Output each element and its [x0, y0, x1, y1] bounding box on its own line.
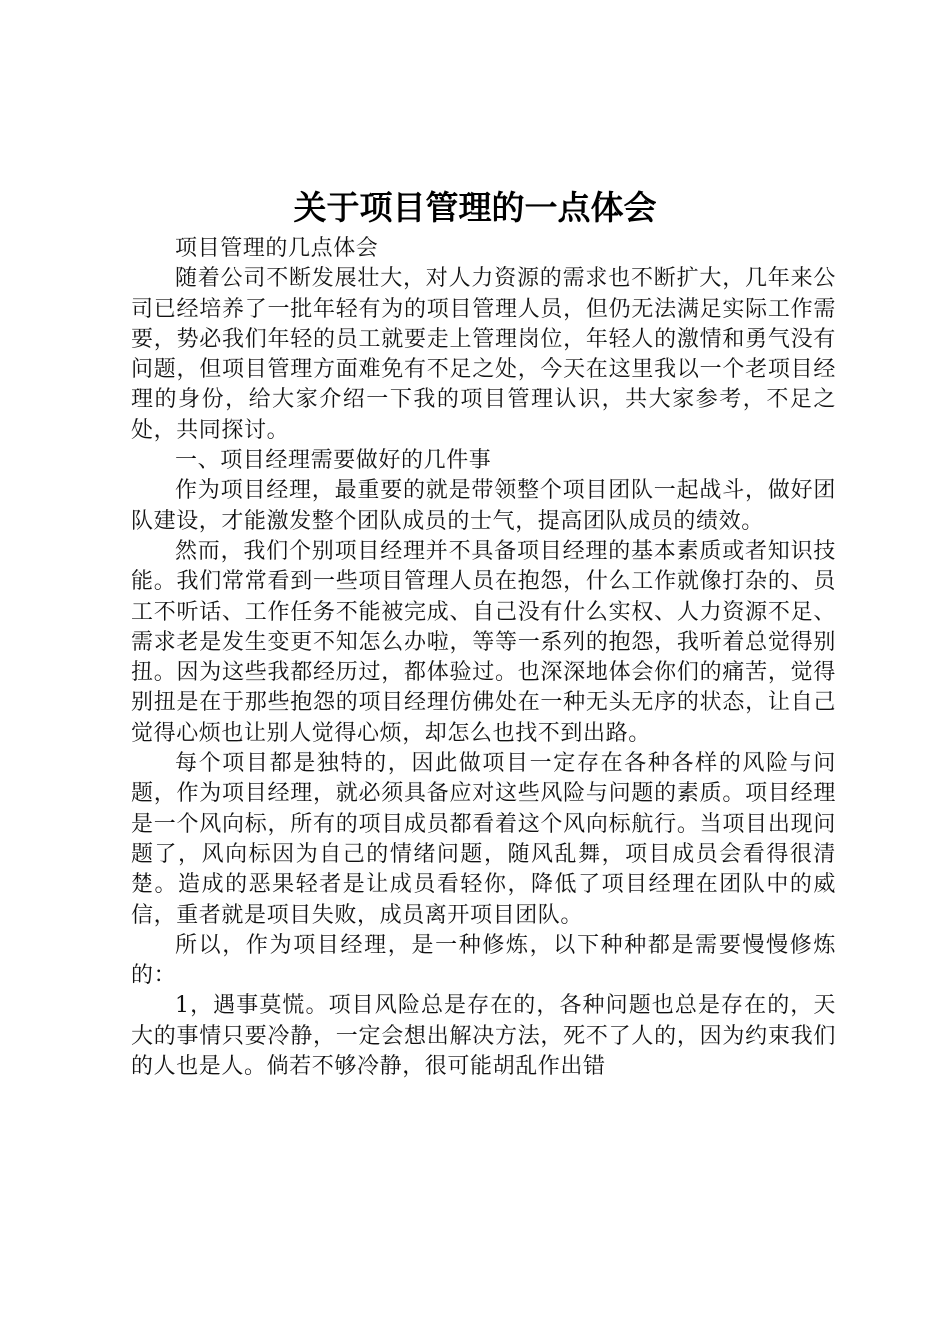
- paragraph-stay-calm: 1，遇事莫慌。项目风险总是存在的，各种问题也总是存在的，天大的事情只要冷静，一定会想出解决方法，死不了人的，因为约束我们的人也是人。倘若不够冷静，很可能胡乱作出错: [131, 993, 836, 1080]
- paragraph-cultivation: 所以，作为项目经理，是一种修炼，以下种种都是需要慢慢修炼的：: [131, 932, 836, 989]
- paragraph-intro: 随着公司不断发展壮大，对人力资源的需求也不断扩大，几年来公司已经培养了一批年轻有为的项目管理人员，但仍无法满足实际工作需要，势必我们年轻的员工就要走上管理岗位，年轻人的激情和勇气没有问题，但项目管理方面难免有不足之处，今天在这里我以一个老项目经理的身份，给大家介绍一下我的项目管理认识，共大家参考，不足之处，共同探讨。: [131, 266, 836, 443]
- paragraph-team-building: 作为项目经理，最重要的就是带领整个项目团队一起战斗，做好团队建设，才能激发整个团队成员的士气，提高团队成员的绩效。: [131, 478, 836, 534]
- paragraph-subtitle: 项目管理的几点体会: [175, 236, 379, 261]
- paragraph-complaints: 然而，我们个别项目经理并不具备项目经理的基本素质或者知识技能。我们常常看到一些项目管理人员在抱怨，什么工作就像打杂的、员工不听话、工作任务不能被完成、自己没有什么实权、人力资源不足、需求老是发生变更不知怎么办啦，等等一系列的抱怨，我听着总觉得别扭。因为这些我都经历过，都体验过。也深深地体会你们的痛苦，觉得别扭是在于那些抱怨的项目经理仿佛处在一种无头无序的状态，让自己觉得心烦也让别人觉得心烦，却怎么也找不到出路。: [131, 538, 836, 746]
- document-title: 关于项目管理的一点体会: [293, 188, 657, 227]
- section-heading: 一、项目经理需要做好的几件事: [175, 448, 492, 474]
- document-body: [131, 234, 836, 1082]
- paragraph-risks: 每个项目都是独特的，因此做项目一定存在各种各样的风险与问题，作为项目经理，就必须具备应对这些风险与问题的素质。项目经理是一个风向标，所有的项目成员都看着这个风向标航行。当项目出现问题了，风向标因为自己的情绪问题，随风乱舞，项目成员会看得很清楚。造成的恶果轻者是让成员看轻你，降低了项目经理在团队中的威信，重者就是项目失败，成员离开项目团队。: [131, 751, 836, 928]
